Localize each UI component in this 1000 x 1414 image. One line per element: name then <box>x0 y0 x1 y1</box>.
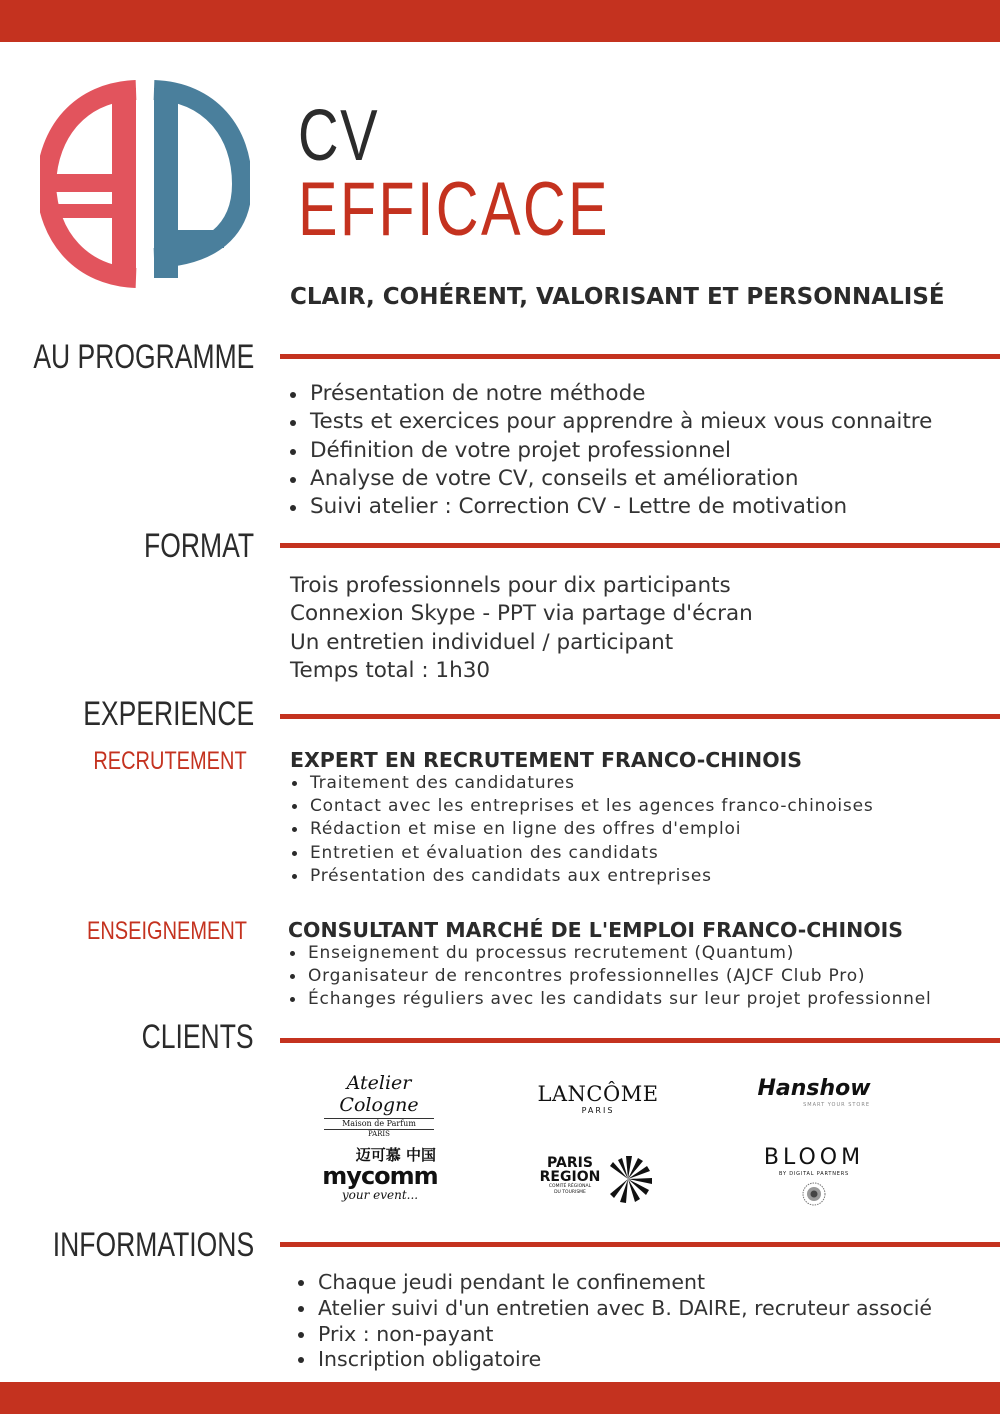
subheading-recrutement: RECRUTEMENT <box>93 747 247 775</box>
list-item: Rédaction et mise en ligne des offres d'emploi <box>290 818 874 841</box>
client-name: Hanshow <box>757 1076 871 1101</box>
client-subline: DU TOURISME <box>554 1190 586 1195</box>
section-rule-format <box>280 543 1000 548</box>
list-item: Organisateur de rencontres professionnelles (AJCF Club Pro) <box>288 965 932 988</box>
top-banner <box>0 0 1000 42</box>
client-tagline: your event... <box>341 1188 419 1202</box>
list-item: Traitement des candidatures <box>290 772 874 795</box>
brand-logo-icon <box>40 80 250 290</box>
section-heading-format: FORMAT <box>144 527 254 565</box>
list-item: Définition de votre projet professionnel <box>288 437 932 465</box>
list-item: Suivi atelier : Correction CV - Lettre de motivation <box>288 493 932 521</box>
list-item: Présentation des candidats aux entreprises <box>290 865 874 888</box>
client-logo-paris-region <box>538 1154 658 1204</box>
client-logo-mycomm <box>320 1146 440 1202</box>
section-rule-informations <box>280 1242 1000 1247</box>
client-logo-lancome <box>536 1082 660 1116</box>
bloom-emblem-icon <box>802 1182 826 1206</box>
format-line: Connexion Skype - PPT via partage d'écran <box>290 601 753 627</box>
format-line: Temps total : 1h30 <box>290 657 491 683</box>
section-heading-clients: CLIENTS <box>141 1018 254 1056</box>
section-heading-experience: EXPERIENCE <box>83 695 254 733</box>
job-title-recrutement: EXPERT EN RECRUTEMENT FRANCO-CHINOIS <box>290 748 803 772</box>
section-rule-clients <box>280 1038 1000 1043</box>
job-title-enseignement: CONSULTANT MARCHÉ DE L'EMPLOI FRANCO-CHINOIS <box>288 918 904 942</box>
section-rule-experience <box>280 714 1000 719</box>
title-efficace: EFFICACE <box>298 167 610 252</box>
client-subline: PARIS <box>581 1106 615 1115</box>
client-subline: PARIS <box>368 1130 390 1138</box>
format-details <box>290 572 753 685</box>
list-item: Atelier suivi d'un entretien avec B. DAIRE, recruteur associé <box>296 1296 932 1322</box>
client-logo-hanshow <box>752 1076 876 1109</box>
programme-list <box>288 380 932 521</box>
client-subline: BY DIGITAL PARTNERS <box>779 1171 849 1177</box>
format-line: Trois professionnels pour dix participants <box>290 573 731 598</box>
list-item: Prix : non-payant <box>296 1322 932 1348</box>
informations-list <box>296 1270 932 1373</box>
client-subline: SMART YOUR STORE <box>803 1102 870 1108</box>
list-item: Tests et exercices pour apprendre à mieux vous connaitre <box>288 408 932 436</box>
client-logo-atelier-cologne <box>318 1072 440 1139</box>
title-cv: CV <box>298 96 380 176</box>
client-name: BLOOM <box>763 1145 865 1170</box>
client-subline: Maison de Parfum <box>324 1118 434 1130</box>
list-item: Présentation de notre méthode <box>288 380 932 408</box>
section-heading-programme: AU PROGRAMME <box>32 338 254 376</box>
client-subline: 迈可慕 中国 <box>355 1146 436 1164</box>
client-name: Atelier Cologne <box>339 1072 419 1116</box>
subheading-enseignement: ENSEIGNEMENT <box>86 917 247 945</box>
client-subline: COMITÉ RÉGIONAL <box>548 1184 592 1189</box>
client-logo-bloom <box>752 1146 876 1206</box>
client-name: PARIS <box>547 1155 593 1171</box>
sunburst-icon <box>602 1154 654 1204</box>
client-name: LANCÔME <box>537 1082 659 1106</box>
bottom-banner <box>0 1382 1000 1414</box>
client-name: mycomm <box>322 1162 438 1190</box>
section-heading-informations: INFORMATIONS <box>52 1226 254 1264</box>
list-item: Entretien et évaluation des candidats <box>290 842 874 865</box>
list-item: Inscription obligatoire <box>296 1347 932 1373</box>
list-item: Contact avec les entreprises et les agences franco-chinoises <box>290 795 874 818</box>
list-item: Analyse de votre CV, conseils et amélioration <box>288 465 932 493</box>
recrutement-list <box>290 772 874 888</box>
list-item: Enseignement du processus recrutement (Quantum) <box>288 942 932 965</box>
subtitle: CLAIR, COHÉRENT, VALORISANT ET PERSONNALISÉ <box>290 284 945 310</box>
section-rule-programme <box>280 354 1000 359</box>
format-line: Un entretien individuel / participant <box>290 629 674 655</box>
list-item: Échanges réguliers avec les candidats sur leur projet professionnel <box>288 988 932 1011</box>
list-item: Chaque jeudi pendant le confinement <box>296 1270 932 1296</box>
client-name: REGION <box>539 1169 601 1185</box>
enseignement-list <box>288 942 932 1012</box>
